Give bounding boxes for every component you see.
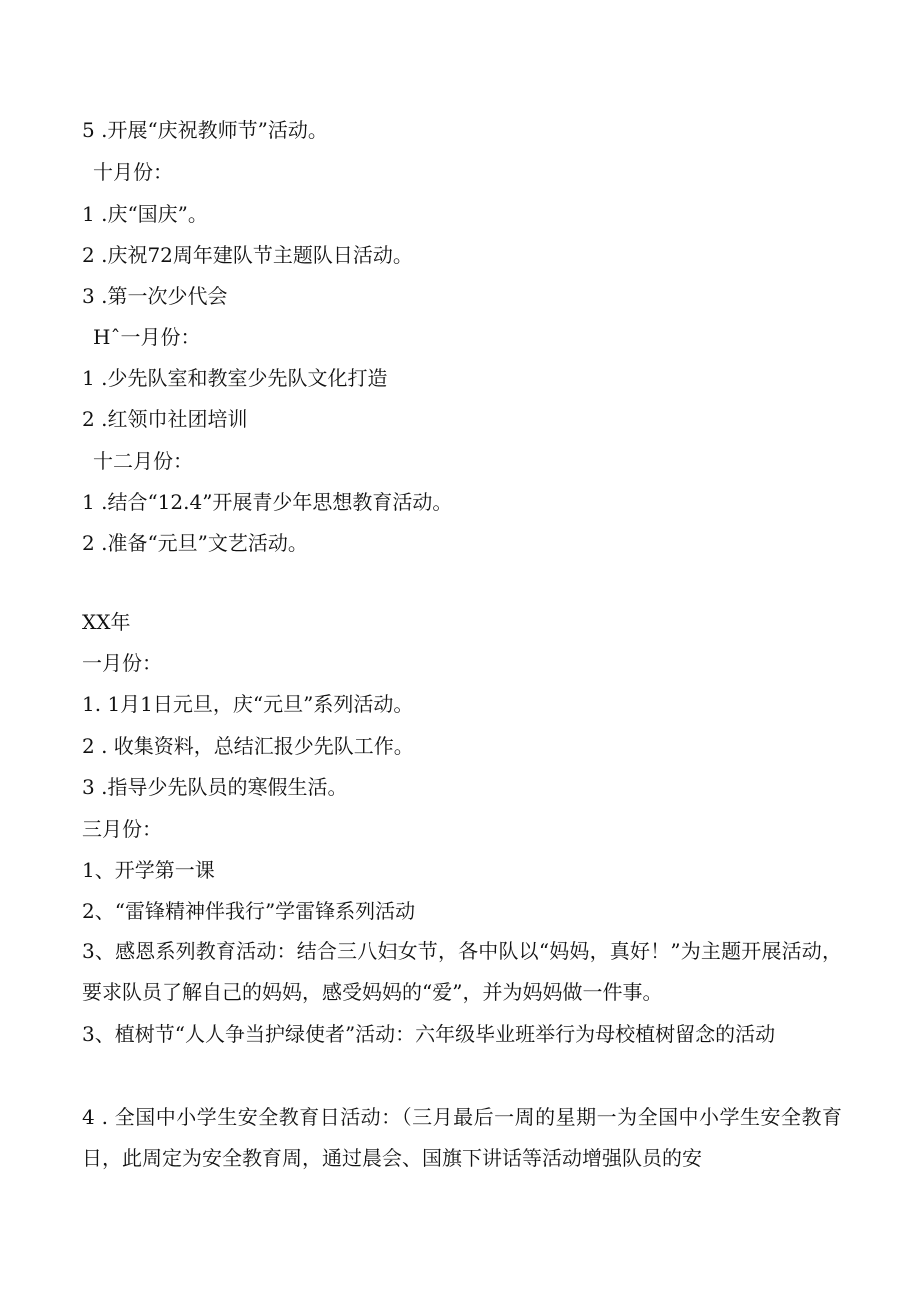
heading-november: Hˆ一月份：	[93, 325, 201, 349]
item-education: 1 .结合“12.4”开展青少年思想教育活动。	[82, 490, 453, 514]
item-national-day: 1 .庆“国庆”。	[82, 202, 208, 226]
heading-october: 十月份：	[93, 160, 173, 184]
item-congress: 3 .第一次少代会	[82, 284, 228, 308]
item-tree-planting: 3、植树节“人人争当护绿使者”活动：六年级毕业班举行为母校植树留念的活动	[82, 1022, 776, 1046]
item-safety-day: 4 . 全国中小学生安全教育日活动：（三月最后一周的星期一为全国中小学生安全教育日，此周定为安全教育周，通过晨会、国旗下讲话等活动增强队员的安	[82, 1105, 842, 1170]
heading-march: 三月份：	[82, 817, 162, 841]
item-team-day: 2 .庆祝72周年建队节主题队日活动。	[82, 243, 413, 267]
item-lei-feng: 2、“雷锋精神伴我行”学雷锋系列活动	[82, 899, 416, 923]
heading-december: 十二月份：	[93, 449, 193, 473]
item-gratitude: 3、感恩系列教育活动：结合三八妇女节，各中队以“妈妈，真好！”为主题开展活动，要求队员了解自己的妈妈，感受妈妈的“爱”，并为妈妈做一件事。	[82, 939, 842, 1004]
item-club-training: 2 .红领巾社团培训	[82, 407, 248, 431]
item-new-year: 1. 1月1日元旦，庆“元旦”系列活动。	[82, 692, 414, 716]
item-first-lesson: 1、开学第一课	[82, 858, 215, 882]
item-new-year-show: 2 .准备“元旦”文艺活动。	[82, 531, 308, 555]
heading-year: XX年	[82, 610, 131, 634]
heading-january: 一月份：	[82, 651, 162, 675]
item-summary: 2 . 收集资料，总结汇报少先队工作。	[82, 734, 414, 758]
item-teachers-day: 5 .开展“庆祝教师节”活动。	[82, 118, 328, 142]
item-culture: 1 .少先队室和教室少先队文化打造	[82, 366, 388, 390]
item-winter-break: 3 .指导少先队员的寒假生活。	[82, 775, 348, 799]
